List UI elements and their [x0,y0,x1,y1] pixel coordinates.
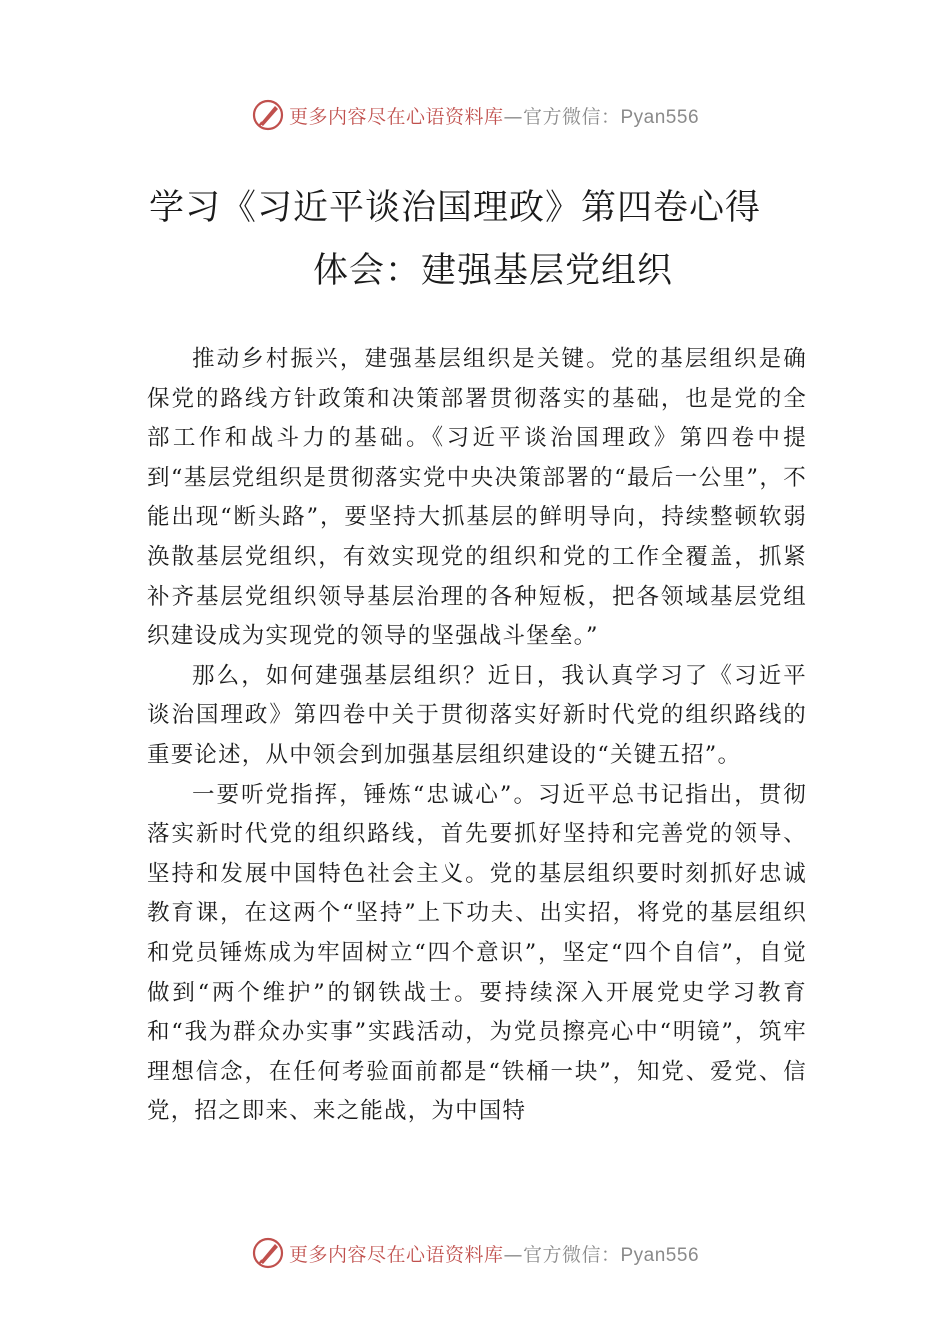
watermark-official-label: 官方微信： [522,1243,621,1266]
watermark-dash: — [503,1243,523,1266]
watermark-dash: — [503,105,523,128]
header-watermark [0,95,950,135]
footer-watermark [0,1233,950,1273]
paragraph: 一要听党指挥，锤炼“忠诚心”。习近平总书记指出，贯彻落实新时代党的组织路线，首先要抓好坚持和完善党的领导、坚持和发展中国特色社会主义。党的基层组织要时刻抓好忠诚教育课，在这两个“坚持”上下功夫、出实招，将党的基层组织和党员锤炼成为牢固树立“四个意识”，坚定“四个自信”，自觉做到“两个维护”的钢铁战士。要持续深入开展党史学习教育和“我为群众办实事”实践活动，为党员擦亮心中“明镜”，筑牢理想信念，在任何考验面前都是“铁桶一块”，知党、爱党、信党，招之即来、来之能战，为中国特 [147,781,807,1125]
paragraph: 那么，如何建强基层组织？近日，我认真学习了《习近平谈治国理政》第四卷中关于贯彻落实好新时代党的组织路线的重要论述，从中领会到加强基层组织建设的“关键五招”。 [147,662,807,768]
document-title-line-2: 体会：建强基层党组织 [312,251,673,291]
watermark-brand: 更多内容尽在心语资料库 [288,105,504,128]
quill-logo-icon [251,1236,285,1270]
watermark-official-label: 官方微信： [522,105,621,128]
quill-logo-icon [251,98,285,132]
watermark-text [289,1240,699,1267]
watermark-brand: 更多内容尽在心语资料库 [288,1243,504,1266]
watermark-text [289,102,699,129]
watermark-wechat-id: Pyan556 [620,106,700,128]
paragraph: 推动乡村振兴，建强基层组织是关键。党的基层组织是确保党的路线方针政策和决策部署贯彻落实的基础，也是党的全部工作和战斗力的基础。《习近平谈治国理政》第四卷中提到“基层党组织是贯彻落实党中央决策部署的“最后一公里”，不能出现“断头路”，要坚持大抓基层的鲜明导向，持续整顿软弱涣散基层党组织，有效实现党的组织和党的工作全覆盖，抓紧补齐基层党组织领导基层治理的各种短板，把各领域基层党组织建设成为实现党的领导的坚强战斗堡垒。” [147,346,807,650]
document-body [147,340,807,1132]
watermark-wechat-id: Pyan556 [620,1244,700,1266]
document-title-line-1: 学习《习近平谈治国理政》第四卷心得 [148,188,761,228]
